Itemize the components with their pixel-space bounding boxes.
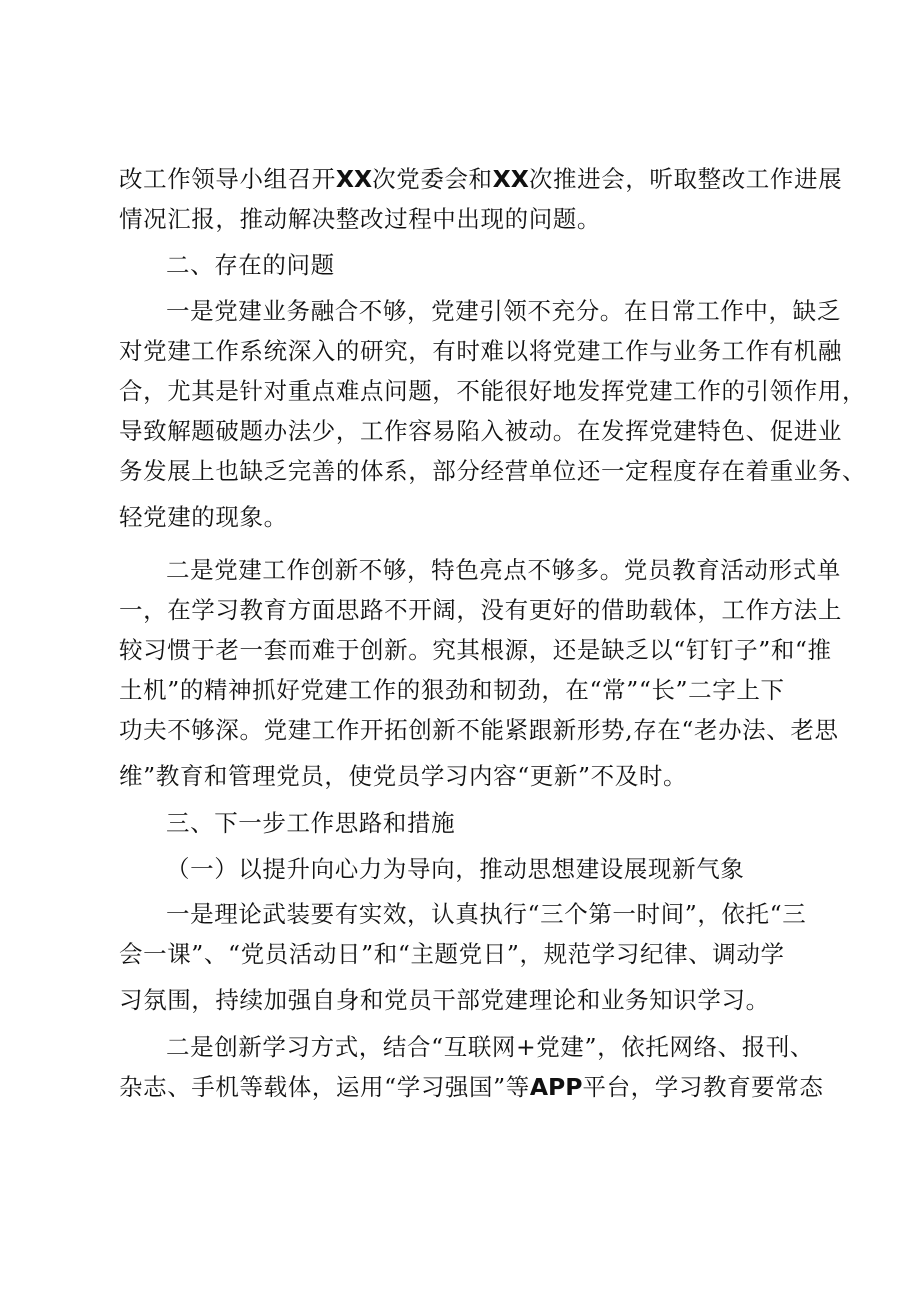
text-run: 次推进会，听取整改工作进展 bbox=[528, 165, 843, 193]
text-line: 土机”的精神抓好党建工作的狠劲和韧劲，在“常”“长”二字上下 bbox=[119, 676, 785, 704]
text-line: 轻党建的现象。 bbox=[119, 503, 288, 531]
text-line: 会一课”、“党员活动日”和“主题党日”，规范学习纪律、调动学 bbox=[119, 940, 785, 968]
text-run: 情况汇报，推动解决整改过程中出现的问题。 bbox=[119, 205, 601, 233]
text-run: 改工作领导小组召开 bbox=[119, 165, 336, 193]
text-line bbox=[119, 199, 920, 239]
text-line: 维”教育和管理党员，使党员学习内容“更新”不及时。 bbox=[119, 762, 688, 790]
text-run: 杂志、手机等载体，运用“学习强国”等 bbox=[119, 1073, 530, 1101]
text-line: 一是党建业务融合不够，党建引领不充分。在日常工作中，缺乏 bbox=[166, 297, 841, 325]
text-run-bold: APP bbox=[529, 1073, 583, 1101]
subsection-heading: （一）以提升向心力为导向，推动思想建设展现新气象 bbox=[166, 855, 745, 883]
text-line: 导致解题破题办法少，工作容易陷入被动。在发挥党建特色、促进业 bbox=[119, 417, 842, 445]
text-line: 务发展上也缺乏完善的体系，部分经营单位还一定程度存在着重业务、 bbox=[119, 457, 867, 485]
text-line: 合，尤其是针对重点难点问题，不能很好地发挥党建工作的引领作用， bbox=[119, 377, 867, 405]
text-line: 较习惯于老一套而难于创新。究其根源，还是缺乏以“钉钉子”和“推 bbox=[119, 636, 832, 664]
text-line bbox=[119, 159, 920, 199]
section-heading: 二、存在的问题 bbox=[166, 251, 335, 279]
text-line: 对党建工作系统深入的研究，有时难以将党建工作与业务工作有机融 bbox=[119, 337, 842, 365]
text-line: 一是理论武装要有实效，认真执行“三个第一时间”，依托“三 bbox=[166, 900, 807, 928]
text-line: 习氛围，持续加强自身和党员干部党建理论和业务知识学习。 bbox=[119, 986, 770, 1014]
text-line bbox=[166, 1027, 920, 1067]
text-line bbox=[119, 1067, 920, 1107]
text-run-bold: XX bbox=[335, 165, 373, 193]
text-line: 功夫不够深。党建工作开拓创新不能紧跟新形势,存在“老办法、老思 bbox=[119, 716, 839, 744]
text-line: 二是党建工作创新不够，特色亮点不够多。党员教育活动形式单 bbox=[166, 556, 841, 584]
text-run: 二是创新学习方式，结合“互联网+党建”，依托网络、报刊、 bbox=[166, 1033, 815, 1061]
text-run: 次党委会和 bbox=[372, 165, 493, 193]
section-heading: 三、下一步工作思路和措施 bbox=[166, 809, 456, 837]
text-run-bold: XX bbox=[492, 165, 529, 193]
text-run: 平台，学习教育要常态 bbox=[582, 1073, 824, 1101]
text-line: 一，在学习教育方面思路不开阔，没有更好的借助载体，工作方法上 bbox=[119, 596, 842, 624]
